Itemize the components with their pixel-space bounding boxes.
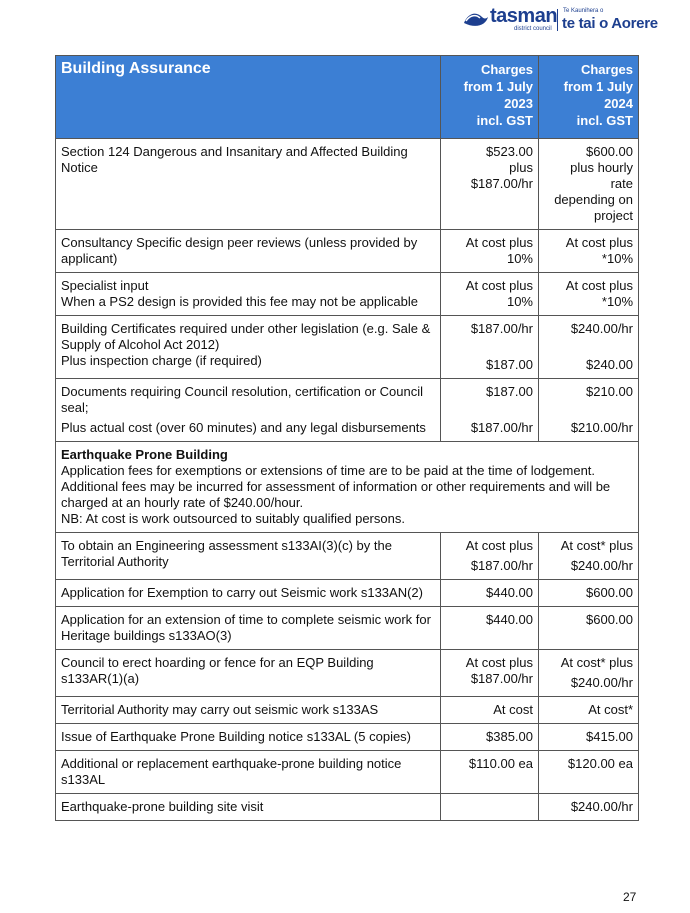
page-number: 27: [623, 890, 637, 904]
wave-icon: [462, 7, 490, 31]
charge-2023-cell: $187.00 $187.00/hr: [441, 379, 539, 442]
charge-2024-cell: $210.00 $210.00/hr: [539, 379, 639, 442]
charge-2024-cell: At cost* plus $240.00/hr: [539, 533, 639, 580]
table-row: [56, 139, 639, 230]
charge-2024-cell: $600.00: [539, 580, 639, 607]
section-row: [56, 442, 639, 533]
charge-2023-cell: $110.00 ea: [441, 751, 539, 794]
col-header-line: 2024: [604, 96, 633, 111]
charge-2023-cell: At cost plus $187.00/hr: [441, 533, 539, 580]
table-row: [56, 724, 639, 751]
col-header-2023: [441, 56, 539, 139]
table-header: [56, 56, 639, 139]
col-header-line: from 1 July: [563, 79, 633, 94]
col-header-2024: [539, 56, 639, 139]
charge-2024-cell: $600.00 plus hourly rate depending on project: [539, 139, 639, 230]
charge-2024-cell: $240.00/hr: [539, 794, 639, 821]
description-cell: Specialist input When a PS2 design is provided this fee may not be applicable: [56, 273, 441, 316]
col-header-line: 2023: [504, 96, 533, 111]
description-cell: Council to erect hoarding or fence for an EQP Building s133AR(1)(a): [56, 650, 441, 697]
table-row: [56, 697, 639, 724]
section-note: NB: At cost is work outsourced to suitably qualified persons.: [61, 511, 405, 526]
table-row: [56, 273, 639, 316]
col-header-line: Charges: [580, 62, 633, 77]
table-row: [56, 607, 639, 650]
charge-2024-cell: $600.00: [539, 607, 639, 650]
charge-2023-cell: $440.00: [441, 580, 539, 607]
description-cell: Documents requiring Council resolution, certification or Council seal; Plus actual cost (over 60 minutes) and any legal disbursements: [56, 379, 441, 442]
table-row: [56, 230, 639, 273]
col-header-line: incl. GST: [576, 113, 633, 128]
description-cell: Territorial Authority may carry out seismic work s133AS: [56, 697, 441, 724]
charge-2024-cell: $240.00/hr $240.00: [539, 316, 639, 379]
table-row: [56, 794, 639, 821]
charge-2023-cell: $385.00: [441, 724, 539, 751]
description-cell: Earthquake-prone building site visit: [56, 794, 441, 821]
logo-divider: [557, 9, 558, 31]
charge-2023-cell: $187.00/hr $187.00: [441, 316, 539, 379]
section-text: Application fees for exemptions or extensions of time are to be paid at the time of lodgement. Additional fees may be incurred for assessment of information or other requirements and will be charged at an hourly rate of $240.00/hour.: [61, 463, 611, 510]
description-cell: Additional or replacement earthquake-prone building notice s133AL: [56, 751, 441, 794]
section-cell: [56, 442, 639, 533]
description-cell: Issue of Earthquake Prone Building notice s133AL (5 copies): [56, 724, 441, 751]
section-title: Earthquake Prone Building: [61, 447, 228, 462]
table-row: [56, 751, 639, 794]
description-cell: Application for an extension of time to complete seismic work for Heritage buildings s133AO(3): [56, 607, 441, 650]
table-row: [56, 650, 639, 697]
description-cell: Consultancy Specific design peer reviews (unless provided by applicant): [56, 230, 441, 273]
logo-maori: te tai o Aorere: [562, 15, 658, 32]
charge-2024-cell: At cost*: [539, 697, 639, 724]
charge-2024-cell: $415.00: [539, 724, 639, 751]
table-row: [56, 379, 639, 442]
col-header-line: from 1 July: [463, 79, 533, 94]
charge-2024-cell: At cost* plus $240.00/hr: [539, 650, 639, 697]
charge-2024-cell: At cost plus *10%: [539, 230, 639, 273]
logo-brand: tasman: [490, 5, 558, 27]
logo-maori-small: Te Kaunihera o: [563, 8, 604, 14]
table-row: [56, 316, 639, 379]
charge-2024-cell: $120.00 ea: [539, 751, 639, 794]
col-header-line: incl. GST: [476, 113, 533, 128]
table-row: [56, 580, 639, 607]
table-row: [56, 533, 639, 580]
charge-2023-cell: At cost plus $187.00/hr: [441, 650, 539, 697]
description-cell: To obtain an Engineering assessment s133AI(3)(c) by the Territorial Authority: [56, 533, 441, 580]
charge-2023-cell: $440.00: [441, 607, 539, 650]
logo-sub: district council: [514, 26, 552, 32]
charge-2024-cell: At cost plus *10%: [539, 273, 639, 316]
tasman-logo: [462, 5, 662, 35]
fees-table: [55, 55, 639, 821]
description-cell: Section 124 Dangerous and Insanitary and Affected Building Notice: [56, 139, 441, 230]
charge-2023-cell: At cost plus 10%: [441, 273, 539, 316]
charge-2023-cell: At cost plus 10%: [441, 230, 539, 273]
table-title: Building Assurance: [56, 56, 441, 139]
charge-2023-cell: At cost: [441, 697, 539, 724]
col-header-line: Charges: [480, 62, 533, 77]
description-cell: Building Certificates required under other legislation (e.g. Sale & Supply of Alcohol Act 2012) Plus inspection charge (if required): [56, 316, 441, 379]
description-cell: Application for Exemption to carry out Seismic work s133AN(2): [56, 580, 441, 607]
charge-2023-cell: $523.00 plus $187.00/hr: [441, 139, 539, 230]
charge-2023-cell: [441, 794, 539, 821]
